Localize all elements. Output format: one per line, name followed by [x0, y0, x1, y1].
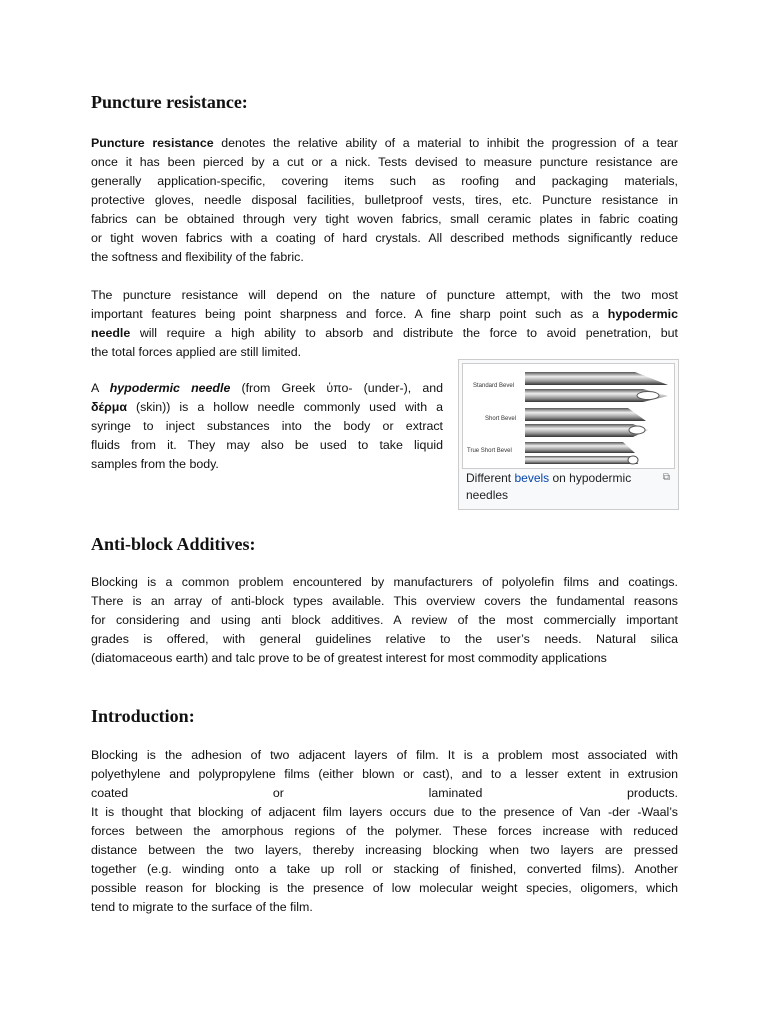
- text-segment: protective gloves, needle disposal facilities, bulletproof vests, tires, etc. Puncture resistance in: [91, 193, 678, 207]
- text-segment: syringe to inject substances into the body or extract: [91, 419, 443, 433]
- text-segment: fluids from it. They may also be used to take liquid: [91, 438, 443, 452]
- text-line: [91, 879, 678, 898]
- text-line: [91, 592, 678, 611]
- text-segment: coated or laminated products.: [91, 786, 678, 800]
- caption-text: Different: [466, 471, 515, 485]
- text-line: [91, 746, 678, 765]
- text-segment: needle: [91, 326, 131, 340]
- figure-hypodermic-bevels: [458, 359, 679, 510]
- text-line: [91, 398, 443, 417]
- text-line: [91, 248, 678, 267]
- text-line: [91, 379, 443, 398]
- text-segment: δέρμα: [91, 400, 127, 414]
- text-segment: or tight woven fabrics with a coating of hard crystals. All described methods significantly reduce: [91, 231, 678, 245]
- text-segment: generally application-specific, covering items such as roofing and packaging materials,: [91, 174, 678, 188]
- text-segment: tend to migrate to the surface of the film.: [91, 900, 313, 914]
- text-line: [91, 765, 678, 784]
- text-segment: Blocking is the adhesion of two adjacent layers of film. It is a problem most associated with: [91, 748, 678, 762]
- text-line: [91, 172, 678, 191]
- label-true-short-bevel: True Short Bevel: [467, 448, 512, 454]
- text-segment: grades is offered, with general guidelines relative to the user’s needs. Natural silica: [91, 632, 678, 646]
- text-line: [91, 803, 678, 822]
- caption-text: on hypodermic needles: [466, 471, 632, 502]
- text-segment: distance between the two layers, thereby increasing blocking when two layers are pressed: [91, 843, 678, 857]
- text-segment: fabrics can be obtained through very tight woven fabrics, small ceramic plates in fabric coating: [91, 212, 678, 226]
- text-line: [91, 229, 678, 248]
- figure-caption: [466, 470, 646, 504]
- heading-introduction: Introduction:: [91, 706, 195, 726]
- paragraph: [91, 286, 678, 362]
- text-segment: A: [91, 381, 110, 395]
- text-line: [91, 153, 678, 172]
- label-short-bevel: Short Bevel: [485, 416, 517, 422]
- text-line: [91, 324, 678, 343]
- text-segment: hypodermic: [607, 307, 678, 321]
- text-line: [91, 573, 678, 592]
- text-line: [91, 286, 678, 305]
- text-segment: polyethylene and polypropylene films (either blown or cast), and to a lesser extent in extrusion: [91, 767, 678, 781]
- paragraph: [91, 134, 678, 267]
- needle-bevels-image: [462, 363, 675, 469]
- text-line: [91, 455, 443, 474]
- text-segment: It is thought that blocking of adjacent film layers occurs due to the presence of Van -der -Waal’s: [91, 805, 678, 819]
- text-line: [91, 611, 678, 630]
- text-segment: for considering and using anti block additives. A review of the most commercially important: [91, 613, 678, 627]
- text-line: [91, 305, 678, 324]
- text-line: [91, 210, 678, 229]
- heading-puncture-resistance: Puncture resistance:: [91, 92, 248, 112]
- text-segment: samples from the body.: [91, 457, 219, 471]
- text-line: [91, 436, 443, 455]
- paragraph: [91, 573, 678, 668]
- text-line: [91, 860, 678, 879]
- text-line: [91, 649, 678, 668]
- text-segment: (skin)) is a hollow needle commonly used with a: [126, 400, 443, 414]
- text-segment: forces between the amorphous regions of the polymer. These forces increase with reduced: [91, 824, 678, 838]
- heading-anti-block-additives: Anti-block Additives:: [91, 534, 256, 554]
- text-segment: Puncture resistance: [91, 136, 214, 150]
- text-line: [91, 822, 678, 841]
- enlarge-icon[interactable]: ⧉: [662, 472, 670, 483]
- text-line: [91, 784, 678, 803]
- text-line: [91, 191, 678, 210]
- text-line: [91, 841, 678, 860]
- text-segment: hypodermic needle: [109, 381, 231, 395]
- paragraph: [91, 746, 678, 917]
- text-segment: (diatomaceous earth) and talc prove to be of greatest interest for most commodity applications: [91, 651, 607, 665]
- text-segment: There is an array of anti-block types available. This overview covers the fundamental reasons: [91, 594, 678, 608]
- label-standard-bevel: Standard Bevel: [473, 383, 515, 389]
- text-segment: important features being point sharpness and force. A fine sharp point such as a: [91, 307, 608, 321]
- text-segment: denotes the relative ability of a material to inhibit the progression of a tear: [213, 136, 678, 150]
- text-segment: the softness and flexibility of the fabric.: [91, 250, 304, 264]
- text-segment: Blocking is a common problem encountered by manufacturers of polyolefin films and coatings.: [91, 575, 678, 589]
- text-segment: The puncture resistance will depend on the nature of puncture attempt, with the two most: [91, 288, 678, 302]
- text-segment: together (e.g. winding onto a take up roll or stacking of finished, converted films). Another: [91, 862, 678, 876]
- text-line: [91, 630, 678, 649]
- text-segment: the total forces applied are still limited.: [91, 345, 302, 359]
- text-line: [91, 898, 678, 917]
- bevels-link[interactable]: bevels: [514, 471, 550, 485]
- text-segment: once it has been pierced by a cut or a nick. Tests devised to measure puncture resistance are: [91, 155, 678, 169]
- text-line: [91, 417, 443, 436]
- text-segment: will require a high ability to absorb and distribute the force to avoid penetration, but: [130, 326, 678, 340]
- text-segment: possible reason for blocking is the presence of low molecular weight species, oligomers, which: [91, 881, 678, 895]
- paragraph: [91, 379, 443, 474]
- text-line: [91, 134, 678, 153]
- text-segment: (from Greek ὑπο- (under-), and: [230, 381, 443, 395]
